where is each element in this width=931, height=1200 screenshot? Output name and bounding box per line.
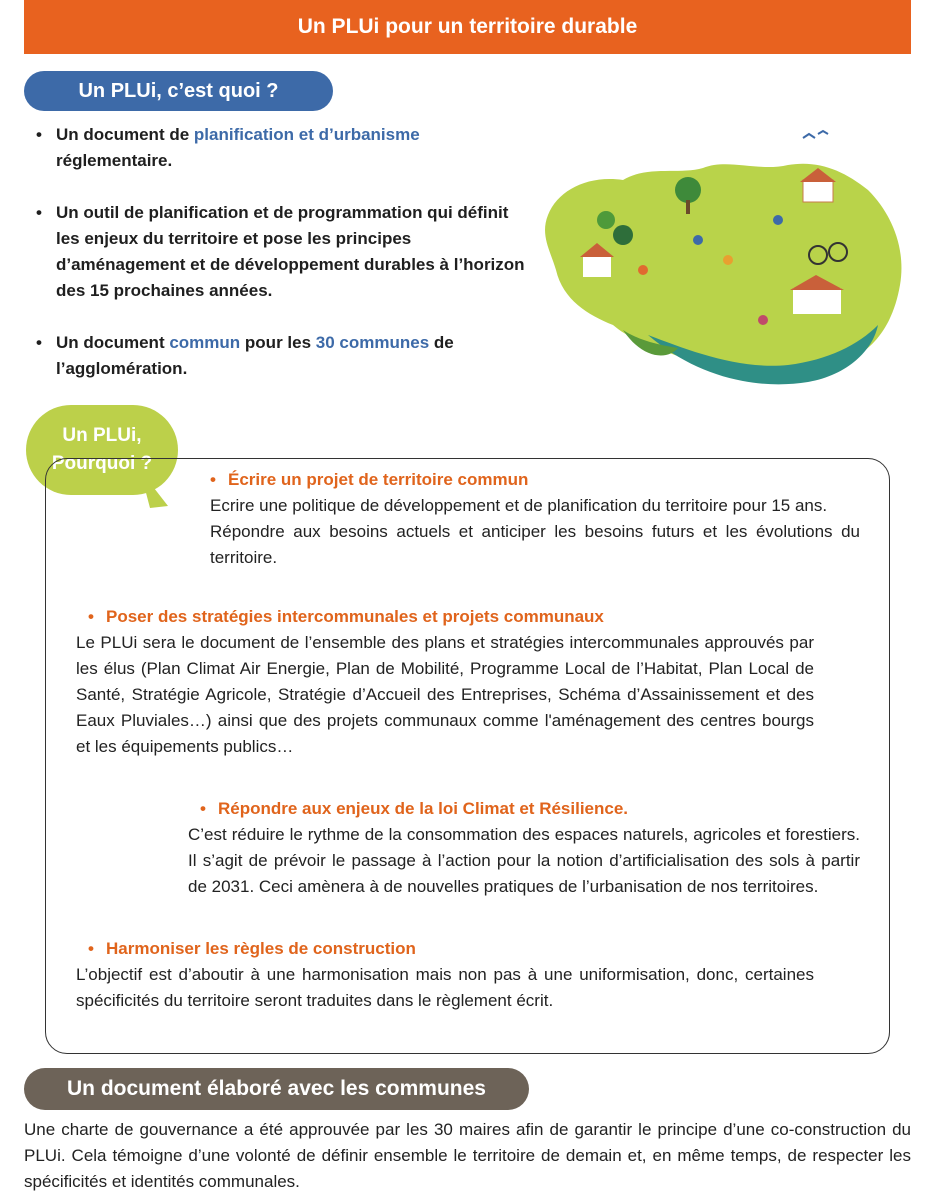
governance-paragraph: Une charte de gouvernance a été approuvée par les 30 maires afin de garantir le principe d’une co-construction du PLUi. Cela témoigne d’une volonté de définir ensemble le territoire de demain et, en même temps, de respecter les spécificités et identités communales. xyxy=(24,1120,911,1191)
list-item xyxy=(36,122,536,174)
why-item-text: Ecrire une politique de développement et de planification du territoire pour 15 ans. xyxy=(210,496,828,515)
why-item-text: L’objectif est d’aboutir à une harmonisation mais non pas à une uniformisation, donc, certaines spécificités du territoire seront traduites dans le règlement écrit. xyxy=(76,965,814,1010)
list-item xyxy=(36,330,536,382)
bullet-text: Un document de xyxy=(56,125,194,144)
why-item-3 xyxy=(188,796,860,900)
why-item-text: Répondre aux besoins actuels et anticiper les besoins futurs et les évolutions du territoire. xyxy=(210,522,860,567)
why-item-title: • Répondre aux enjeux de la loi Climat et Résilience. xyxy=(200,796,860,822)
bullet-text: Un outil de planification et de programmation qui définit les enjeux du territoire et pose les principes d’aménagement et de développement durables à l’horizon des 15 prochaines années. xyxy=(56,203,525,300)
bullet-highlight: 30 communes xyxy=(315,333,430,352)
page-banner xyxy=(24,0,911,54)
bullet-text: de l’agglomération. xyxy=(56,333,454,378)
why-item-4 xyxy=(76,936,814,1014)
bubble-line-1: Un PLUi, xyxy=(62,425,142,446)
banner-title: Un PLUi pour un territoire durable xyxy=(297,15,638,38)
bullet-text: Un document xyxy=(56,333,170,352)
list-item xyxy=(36,200,536,304)
section-heading-communes xyxy=(24,1068,529,1110)
why-item-title: • Écrire un projet de territoire commun xyxy=(210,467,860,493)
why-item-title: • Harmoniser les règles de construction xyxy=(88,936,814,962)
bubble-line-2: Pourquoi ? xyxy=(51,453,153,474)
bullet-text: pour les xyxy=(240,333,316,352)
what-bullet-list xyxy=(36,122,536,408)
section-heading-communes-label: Un document élaboré avec les communes xyxy=(67,1077,486,1100)
why-item-text: C’est réduire le rythme de la consommation des espaces naturels, agricoles et forestiers. Il s’agit de prévoir le passage à l’action pour la notion d’artificialisation des sols à partir de 2031. Ceci amènera à de nouvelles pratiques de l’urbanisation de nos territoires. xyxy=(188,825,860,896)
why-item-1 xyxy=(210,467,860,571)
section-heading-what xyxy=(24,71,333,111)
bullet-highlight: commun xyxy=(169,333,241,352)
territory-map-illustration xyxy=(528,120,912,392)
why-item-2 xyxy=(76,604,814,760)
bullet-text: réglementaire. xyxy=(56,151,173,170)
section-heading-what-label: Un PLUi, c’est quoi ? xyxy=(78,79,279,102)
bullet-highlight: planification et d’urbanisme xyxy=(193,125,420,144)
why-item-title: • Poser des stratégies intercommunales et projets communaux xyxy=(88,604,814,630)
why-item-text: Le PLUi sera le document de l’ensemble des plans et stratégies intercommunales approuvés par les élus (Plan Climat Air Energie, Plan de Mobilité, Programme Local de l’Habitat, Plan Local de Santé, Stratégie Agricole, Stratégie d’Accueil des Entreprises, Schéma d’Assainissement et des Eaux Pluviales…) ainsi que des projets communaux comme l'aménagement des centres bourgs et les équipements publics… xyxy=(76,633,814,756)
